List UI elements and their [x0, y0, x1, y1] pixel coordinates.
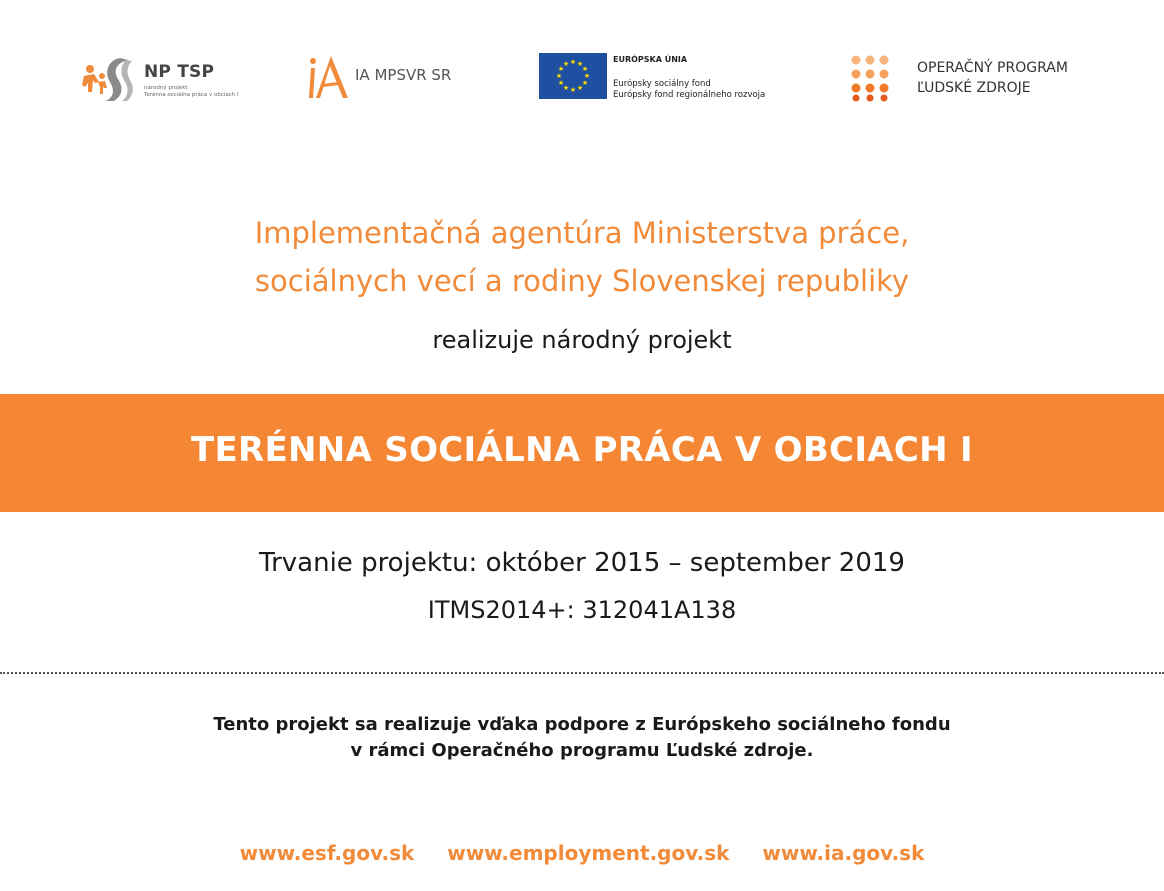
svg-text:★: ★ [557, 79, 565, 87]
svg-text:★: ★ [562, 84, 570, 92]
project-itms-code: ITMS2014+: 312041A138 [427, 596, 737, 624]
np-tsp-title: NP TSP [144, 62, 215, 82]
svg-text:★: ★ [581, 79, 589, 87]
op-title-line1: OPERAČNÝ PROGRAM [917, 60, 1068, 76]
svg-text:★: ★ [581, 65, 589, 73]
support-statement-line2: v rámci Operačného programu Ľudské zdroje. [350, 740, 814, 761]
eu-flag-icon [539, 53, 607, 99]
link-esf[interactable]: www.esf.gov.sk [239, 841, 415, 865]
eu-logo [539, 52, 779, 102]
np-tsp-subtitle-2: Terénna sociálna práca v obciach I [144, 92, 239, 98]
dotted-divider [0, 672, 1164, 674]
svg-text:★: ★ [576, 84, 584, 92]
svg-text:★: ★ [583, 72, 591, 80]
ia-mpsvr-title: IA MPSVR SR [355, 66, 452, 84]
realizes-text: realizuje národný projekt [432, 326, 732, 354]
np-tsp-figures-icon [80, 52, 140, 102]
agency-name-line1: Implementačná agentúra Ministerstva práce, [254, 216, 910, 250]
footer-links [0, 841, 1164, 865]
agency-name-line2: sociálnych vecí a rodiny Slovenskej republiky [254, 264, 910, 298]
op-lz-logo [848, 52, 1088, 102]
ia-monogram-icon [306, 52, 352, 102]
eu-fund-erdf: Európsky fond regionálneho rozvoja [613, 90, 766, 100]
eu-fund-esf: Európsky sociálny fond [613, 79, 711, 89]
project-duration: Trvanie projektu: október 2015 – september 2019 [259, 548, 905, 578]
svg-text:★: ★ [569, 58, 577, 66]
support-statement-line1: Tento projekt sa realizuje vďaka podpore z Európskeho sociálneho fondu [213, 714, 951, 735]
svg-text:★: ★ [555, 72, 563, 80]
eu-title: EURÓPSKA ÚNIA [613, 55, 688, 64]
project-title: TERÉNNA SOCIÁLNA PRÁCA V OBCIACH I [191, 430, 973, 470]
project-banner [0, 394, 1164, 512]
np-tsp-logo [80, 52, 240, 102]
link-employment[interactable]: www.employment.gov.sk [447, 841, 730, 865]
svg-text:★: ★ [576, 60, 584, 68]
svg-text:★: ★ [557, 65, 565, 73]
svg-text:★: ★ [569, 86, 577, 94]
svg-text:★: ★ [562, 60, 570, 68]
op-title-line2: ĽUDSKÉ ZDROJE [917, 80, 1031, 96]
link-ia[interactable]: www.ia.gov.sk [762, 841, 925, 865]
op-dots-icon [848, 52, 900, 102]
ia-mpsvr-logo [306, 52, 466, 102]
np-tsp-subtitle-1: národný projekt [144, 85, 188, 91]
